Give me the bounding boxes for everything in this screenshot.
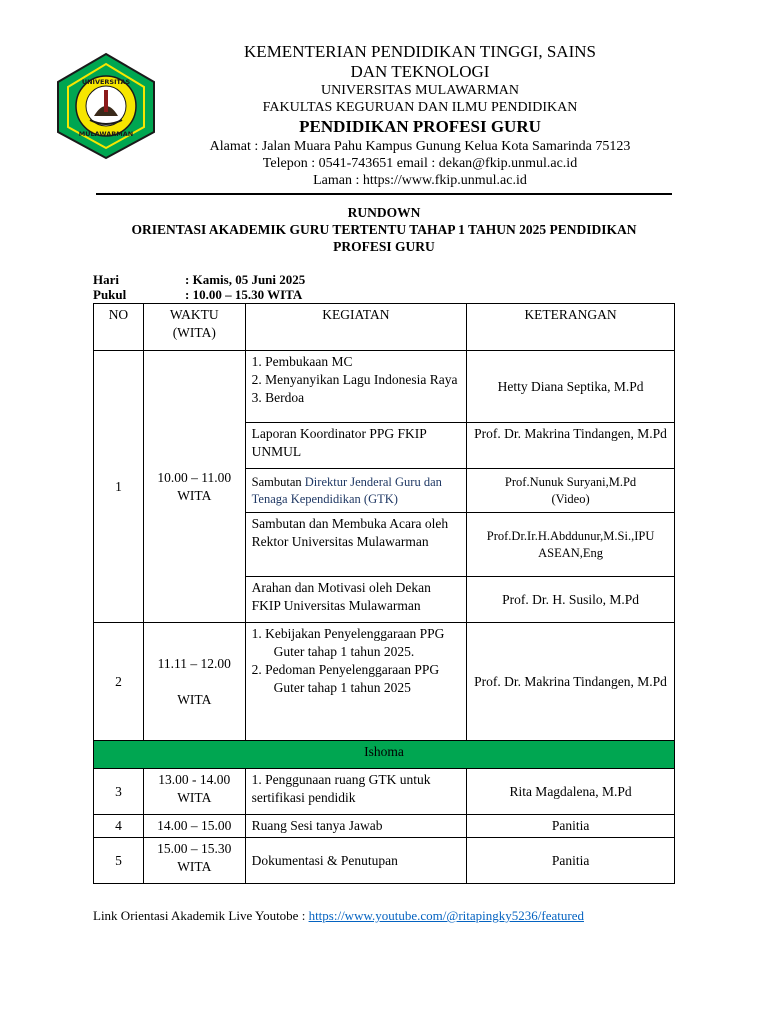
row-note: Hetty Diana Septika, M.Pd bbox=[467, 351, 675, 423]
website: Laman : https://www.fkip.unmul.ac.id bbox=[313, 173, 527, 188]
table-header-row bbox=[94, 304, 675, 351]
row-time: 15.00 – 15.30 WITA bbox=[143, 838, 245, 884]
table-row bbox=[94, 838, 675, 884]
list-item: 1. Pembukaan MC bbox=[251, 354, 353, 369]
university-name: UNIVERSITAS MULAWARMAN bbox=[320, 83, 520, 98]
row-activity bbox=[245, 623, 466, 741]
row-activity: Ruang Sesi tanya Jawab bbox=[245, 815, 466, 838]
table-row bbox=[94, 351, 675, 423]
svg-text:MULAWARMAN: MULAWARMAN bbox=[78, 130, 134, 138]
day-value: : Kamis, 05 Juni 2025 bbox=[185, 272, 306, 287]
program-name: PENDIDIKAN PROFESI GURU bbox=[299, 117, 541, 136]
title-line3: PROFESI GURU bbox=[333, 239, 435, 254]
row-note: Prof. Dr. H. Susilo, M.Pd bbox=[467, 577, 675, 623]
row-note: Prof.Nunuk Suryani,M.Pd (Video) bbox=[467, 469, 675, 513]
rundown-table bbox=[93, 303, 675, 884]
table-row bbox=[94, 623, 675, 741]
youtube-link-label: Link Orientasi Akademik Live Youtobe : bbox=[93, 908, 309, 923]
letterhead-divider bbox=[96, 193, 672, 195]
row-time: 14.00 – 15.00 bbox=[143, 815, 245, 838]
faculty-name: FAKULTAS KEGURUAN DAN ILMU PENDIDIKAN bbox=[262, 100, 578, 115]
table-row bbox=[94, 769, 675, 815]
break-label: Ishoma bbox=[94, 741, 675, 769]
ministry-line2: DAN TEKNOLOGI bbox=[350, 62, 490, 81]
row-no: 2 bbox=[94, 623, 144, 741]
row-time: 13.00 - 14.00 WITA bbox=[143, 769, 245, 815]
row-time: 10.00 – 11.00 WITA bbox=[143, 351, 245, 623]
time-value: : 10.00 – 15.30 WITA bbox=[185, 287, 303, 302]
row-activity bbox=[245, 351, 466, 423]
list-item: 3. Berdoa bbox=[251, 390, 305, 405]
row-no: 1 bbox=[94, 351, 144, 623]
address: Alamat : Jalan Muara Pahu Kampus Gunung Kelua Kota Samarinda 75123 bbox=[209, 139, 631, 154]
list-item: 2. Pedoman Penyelenggaraan PPG Guter tahap 1 tahun 2025 bbox=[251, 662, 440, 695]
row-note: Panitia bbox=[467, 838, 675, 884]
youtube-link[interactable]: https://www.youtube.com/@ritapingky5236/featured bbox=[308, 908, 584, 923]
row-activity: Sambutan Direktur Jenderal Guru dan Tenaga Kependidikan (GTK) bbox=[245, 469, 466, 513]
universitas-mulawarman-seal-icon bbox=[50, 52, 162, 160]
break-row bbox=[94, 741, 675, 769]
svg-text:UNIVERSITAS: UNIVERSITAS bbox=[81, 78, 131, 86]
header-note: KETERANGAN bbox=[467, 304, 675, 351]
time-label: Pukul bbox=[93, 287, 127, 302]
table-row bbox=[94, 815, 675, 838]
header-activity: KEGIATAN bbox=[245, 304, 466, 351]
university-logo bbox=[50, 52, 162, 160]
document-title bbox=[96, 204, 672, 255]
row-no: 5 bbox=[94, 838, 144, 884]
row-time: 11.11 – 12.00 WITA bbox=[143, 623, 245, 741]
list-item: 2. Menyanyikan Lagu Indonesia Raya bbox=[251, 372, 458, 387]
header-time: WAKTU (WITA) bbox=[143, 304, 245, 351]
event-info bbox=[93, 272, 305, 302]
phone-email: Telepon : 0541-743651 email : dekan@fkip.unmul.ac.id bbox=[262, 156, 578, 171]
header-no: NO bbox=[94, 304, 144, 351]
row-note: Panitia bbox=[467, 815, 675, 838]
row-note: Prof. Dr. Makrina Tindangen, M.Pd bbox=[467, 623, 675, 741]
row-note: Prof.Dr.Ir.H.Abddunur,M.Si.,IPU ASEAN,Eng bbox=[467, 513, 675, 577]
row-activity: Sambutan dan Membuka Acara oleh Rektor Universitas Mulawarman bbox=[245, 513, 466, 577]
title-line1: RUNDOWN bbox=[347, 205, 421, 220]
row-activity: Dokumentasi & Penutupan bbox=[245, 838, 466, 884]
row-note: Prof. Dr. Makrina Tindangen, M.Pd bbox=[467, 423, 675, 469]
letterhead bbox=[170, 42, 670, 189]
row-no: 3 bbox=[94, 769, 144, 815]
row-no: 4 bbox=[94, 815, 144, 838]
row-activity: Laporan Koordinator PPG FKIP UNMUL bbox=[245, 423, 466, 469]
row-note: Rita Magdalena, M.Pd bbox=[467, 769, 675, 815]
day-label: Hari bbox=[93, 272, 119, 287]
title-line2: ORIENTASI AKADEMIK GURU TERTENTU TAHAP 1 TAHUN 2025 PENDIDIKAN bbox=[131, 222, 637, 237]
ministry-line1: KEMENTERIAN PENDIDIKAN TINGGI, SAINS bbox=[244, 42, 596, 61]
youtube-link-line bbox=[93, 908, 584, 924]
row-activity: 1. Penggunaan ruang GTK untuk sertifikasi pendidik bbox=[245, 769, 466, 815]
row-activity: Arahan dan Motivasi oleh Dekan FKIP Universitas Mulawarman bbox=[245, 577, 466, 623]
list-item: 1. Kebijakan Penyelenggaraan PPG Guter tahap 1 tahun 2025. bbox=[251, 626, 445, 659]
